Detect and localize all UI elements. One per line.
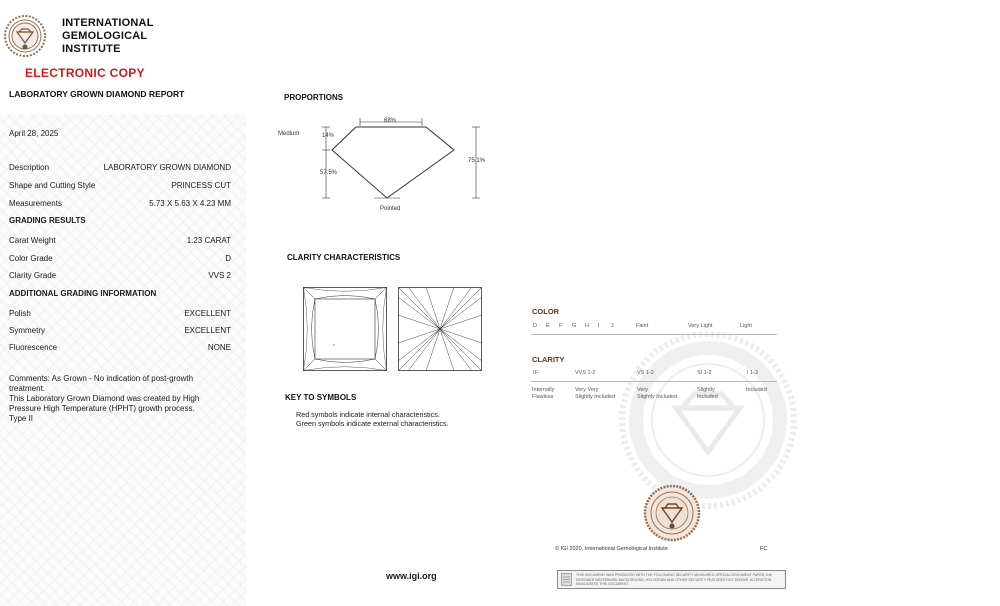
detail-value: PRINCESS CUT xyxy=(171,181,231,190)
clarity-grade-vvs: VVS 1-2 xyxy=(575,370,596,376)
detail-label: Symmetry xyxy=(9,326,45,335)
detail-row-description xyxy=(9,163,231,172)
detail-label: Carat Weight xyxy=(9,236,56,245)
color-faint: Faint xyxy=(636,323,649,329)
color-grade-j: J xyxy=(611,323,614,329)
igi-website-link[interactable]: www.igi.org xyxy=(386,571,437,581)
igi-seal-icon xyxy=(643,484,701,542)
clarity-desc-i: Included xyxy=(746,387,767,393)
key-to-symbols-text: Red symbols indicate internal characteristics. Green symbols indicate external characteristics. xyxy=(296,410,449,428)
clarity-grade-si: SI 1-2 xyxy=(697,370,712,376)
additional-row-fluorescence xyxy=(9,343,231,352)
additional-grading-heading: ADDITIONAL GRADING INFORMATION xyxy=(9,289,157,298)
color-grade-i: I xyxy=(598,323,600,329)
clarity-desc-si: Slightly Included xyxy=(697,387,718,400)
clarity-grade-i: I 1-3 xyxy=(747,370,759,376)
additional-row-polish xyxy=(9,309,231,318)
proportions-heading: PROPORTIONS xyxy=(284,93,344,102)
girdle-label: Medium xyxy=(278,131,300,137)
culet-label: Pointed xyxy=(380,206,401,212)
color-scale-heading: COLOR xyxy=(532,307,560,316)
color-grade-d: D xyxy=(533,323,537,329)
clarity-desc-vvs: Very Very Slightly Included xyxy=(575,387,616,400)
grading-results-heading: GRADING RESULTS xyxy=(9,216,86,225)
clarity-plot-crown xyxy=(303,287,387,371)
institute-name: INTERNATIONAL GEMOLOGICAL INSTITUTE xyxy=(62,17,154,55)
detail-value: 1.23 CARAT xyxy=(186,236,231,245)
detail-value: NONE xyxy=(207,343,231,352)
additional-row-symmetry xyxy=(9,326,231,335)
report-code: FC xyxy=(760,546,768,552)
grading-row-clarity xyxy=(9,271,231,280)
key-to-symbols-heading: KEY TO SYMBOLS xyxy=(285,393,357,402)
clarity-scale-heading: CLARITY xyxy=(532,355,565,364)
color-grade-h: H xyxy=(585,323,589,329)
detail-label: Measurements xyxy=(9,199,62,208)
color-grade-f: F xyxy=(559,323,563,329)
detail-label: Polish xyxy=(9,309,31,318)
grading-row-color xyxy=(9,254,231,263)
detail-label: Fluorescence xyxy=(9,343,58,352)
detail-value: EXCELLENT xyxy=(184,326,231,335)
detail-value: 5.73 X 5.63 X 4.23 MM xyxy=(149,199,231,208)
clarity-characteristics-heading: CLARITY CHARACTERISTICS xyxy=(287,253,401,262)
clarity-desc-if: Internally Flawless xyxy=(532,387,555,400)
detail-label: Clarity Grade xyxy=(9,271,57,280)
detail-value: LABORATORY GROWN DIAMOND xyxy=(103,163,231,172)
igi-logo-icon xyxy=(4,15,46,57)
table-percent: 68% xyxy=(384,118,397,124)
detail-value: D xyxy=(225,254,231,263)
detail-label: Description xyxy=(9,163,50,172)
detail-value: VVS 2 xyxy=(208,271,231,280)
detail-row-measurements xyxy=(9,199,231,208)
pavilion-percent: 57.5% xyxy=(320,170,338,176)
document-icon xyxy=(561,573,572,586)
color-grade-g: G xyxy=(572,323,577,329)
igi-watermark-seal-icon xyxy=(618,330,798,510)
clarity-plot-pavilion xyxy=(398,287,482,371)
clarity-desc-vs: Very Slightly Included xyxy=(637,387,678,400)
security-notice-text: THIS DOCUMENT WAS PRODUCED WITH THE FOLLOWING SECURITY MEASURES: SPECIAL DOCUMENT PAPER, INK DESIGNED WATERMARK BACKGROUND, HOLOGRAM AND OTHER SECURITY FEATURES NOT SHOWN. ALTERATION INVALIDATES THIS DOCUMENT. xyxy=(576,573,773,586)
detail-value: EXCELLENT xyxy=(184,309,231,318)
detail-label: Color Grade xyxy=(9,254,53,263)
detail-row-shape xyxy=(9,181,231,190)
color-very-light: Very Light xyxy=(688,323,713,329)
copyright-text: © IGI 2020, International Gemological Institute xyxy=(555,546,668,552)
depth-percent: 75.1% xyxy=(468,158,486,164)
report-date: April 28, 2025 xyxy=(9,129,59,138)
detail-label: Shape and Cutting Style xyxy=(9,181,96,190)
proportions-diagram xyxy=(276,112,496,216)
electronic-copy-label: ELECTRONIC COPY xyxy=(25,66,145,80)
color-scale-divider xyxy=(531,334,777,335)
color-light: Light xyxy=(740,323,752,329)
comments-block: Comments: As Grown - No indication of post-growth treatment. This Laboratory Grown Diamond was created by High Pressure High Temperature (HPHT) growth process. Type II xyxy=(9,374,200,423)
grading-row-carat xyxy=(9,236,231,245)
clarity-grade-if: IF xyxy=(533,370,538,376)
color-grade-e: E xyxy=(546,323,550,329)
report-title: LABORATORY GROWN DIAMOND REPORT xyxy=(9,89,185,99)
clarity-grade-vs: VS 1-2 xyxy=(637,370,654,376)
clarity-scale-divider xyxy=(531,381,777,382)
crown-percent: 14% xyxy=(322,133,335,139)
